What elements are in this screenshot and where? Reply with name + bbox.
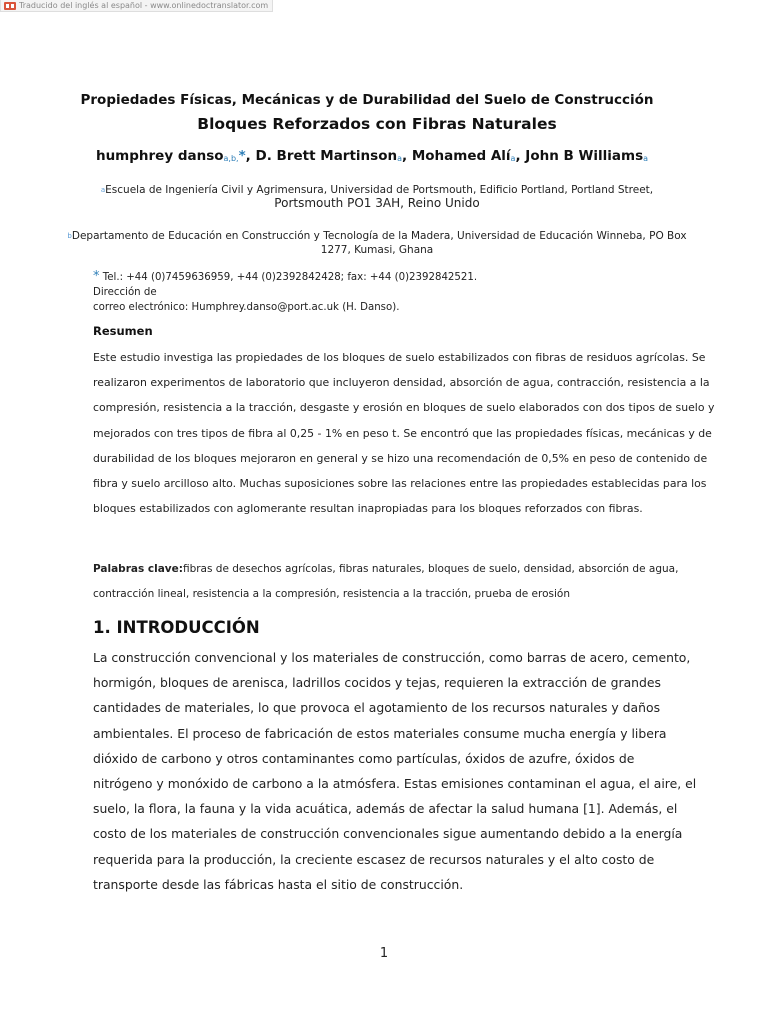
affiliation-b [0, 230, 754, 256]
abstract-line: compresión, resistencia a la tracción, desgaste y erosión en bloques de suelo elaborados con dos tipos de suelo y [93, 401, 715, 415]
body-line: transporte desde las fábricas hasta el sitio de construcción. [93, 876, 464, 892]
keywords-text: fibras de desechos agrícolas, fibras naturales, bloques de suelo, densidad, absorción de agua, [182, 563, 679, 575]
translator-banner[interactable] [0, 0, 273, 12]
abstract-line: Este estudio investiga las propiedades de los bloques de suelo estabilizados con fibras de residuos agrícolas. Se [93, 351, 706, 364]
body-line: dióxido de carbono y otros contaminantes como partículas, óxidos de azufre, óxidos de [93, 750, 635, 766]
body-line: cantidades de materiales, lo que provoca el agotamiento de los recursos naturales y daños [93, 700, 661, 716]
correspondence-note [93, 269, 513, 315]
author-name: humphrey danso [95, 148, 224, 164]
affiliation-text: Departamento de Educación en Construcción y Tecnología de la Madera, Universidad de Educación Winneba, PO Box [71, 230, 687, 242]
author-name: D. Brett Martinson [255, 148, 398, 164]
corresponding-author-star: * [93, 269, 100, 284]
body-line: ambientales. El proceso de fabricación de estos materiales consume mucha energía y libera [93, 725, 667, 741]
body-line: hormigón, bloques de arenisca, ladrillos cocidos y tejas, requieren la extracción de grandes [93, 675, 661, 691]
body-line: requerida para la producción, la creciente escasez de recursos naturales y el alto costo de [93, 851, 655, 867]
abstract-heading: Resumen [93, 324, 153, 338]
affiliation-text: 1277, Kumasi, Ghana [320, 244, 434, 256]
correspondence-line: correo electrónico: Humphrey.danso@port.ac.uk (H. Danso). [93, 302, 400, 313]
author-affiliation-mark: a [510, 154, 516, 163]
abstract-body [93, 345, 715, 521]
keywords-label: Palabras clave: [93, 563, 183, 575]
section-heading-introduction: 1. INTRODUCCIÓN [93, 618, 260, 637]
abstract-line: realizaron experimentos de laboratorio que incluyeron densidad, absorción de agua, contracción, resistencia a la [93, 376, 710, 390]
author-list: humphrey danso$_{a,b,}$*, D. Brett Martinson$_a$, Mohamed Alí$_a$, John B Williams$_a$ [95, 148, 649, 164]
corresponding-author-star: * [238, 148, 246, 164]
author-affiliation-mark: a [397, 154, 402, 163]
affiliation-text: Portsmouth PO1 3AH, Reino Unido [274, 196, 480, 210]
affiliation-mark: a [100, 186, 106, 194]
keywords [93, 557, 693, 607]
page-number: 1 [379, 946, 389, 961]
abstract-line: bloques estabilizados con aglomerante resultan inapropiadas para los bloques reforzados con fibras. [93, 502, 643, 516]
translator-logo-icon [4, 2, 16, 10]
keywords-text: contracción lineal, resistencia a la compresión, resistencia a la tracción, prueba de erosión [93, 588, 570, 600]
correspondence-line: Tel.: +44 (0)7459636959, +44 (0)2392842428; fax: +44 (0)2392842521. Dirección de [93, 272, 478, 298]
abstract-line: fibra y suelo arcilloso alto. Muchas suposiciones sobre las relaciones entre las propiedades establecidas para los [93, 477, 707, 491]
paper-title-line2: Bloques Reforzados con Fibras Naturales [197, 115, 557, 133]
body-line: suelo, la flora, la fauna y la vida acuática, además de afectar la salud humana [1]. Además, el [93, 801, 678, 817]
author-name: John B Williams [525, 148, 644, 164]
affiliation-text: Escuela de Ingeniería Civil y Agrimensura, Universidad de Portsmouth, Edificio Portland, Portland Street, [105, 184, 654, 196]
author-affiliation-mark: a,b, [223, 154, 239, 163]
author-name: Mohamed Alí [411, 148, 511, 164]
banner-text[interactable]: Traducido del inglés al español - www.onlinedoctranslator.com [19, 1, 269, 10]
abstract-line: mejorados con tres tipos de fibra al 0,25 - 1% en peso t. Se encontró que las propiedades físicas, mecánicas y de [93, 426, 712, 440]
introduction-body [93, 645, 697, 897]
author-affiliation-mark: a [643, 154, 649, 163]
abstract-line: durabilidad de los bloques mejoraron en general y se hizo una recomendación de 0,5% en peso de contenido de [93, 451, 708, 465]
paper-title-line1: Propiedades Físicas, Mecánicas y de Durabilidad del Suelo de Construcción [80, 92, 654, 108]
affiliation-mark: b [67, 232, 72, 240]
body-line: La construcción convencional y los materiales de construcción, como barras de acero, cemento, [93, 650, 691, 665]
affiliation-a [0, 184, 754, 210]
body-line: nitrógeno y monóxido de carbono a la atmósfera. Estas emisiones contaminan el agua, el aire, el [93, 776, 697, 792]
body-line: costo de los materiales de construcción convencionales sigue aumentando debido a la energía [93, 826, 683, 842]
